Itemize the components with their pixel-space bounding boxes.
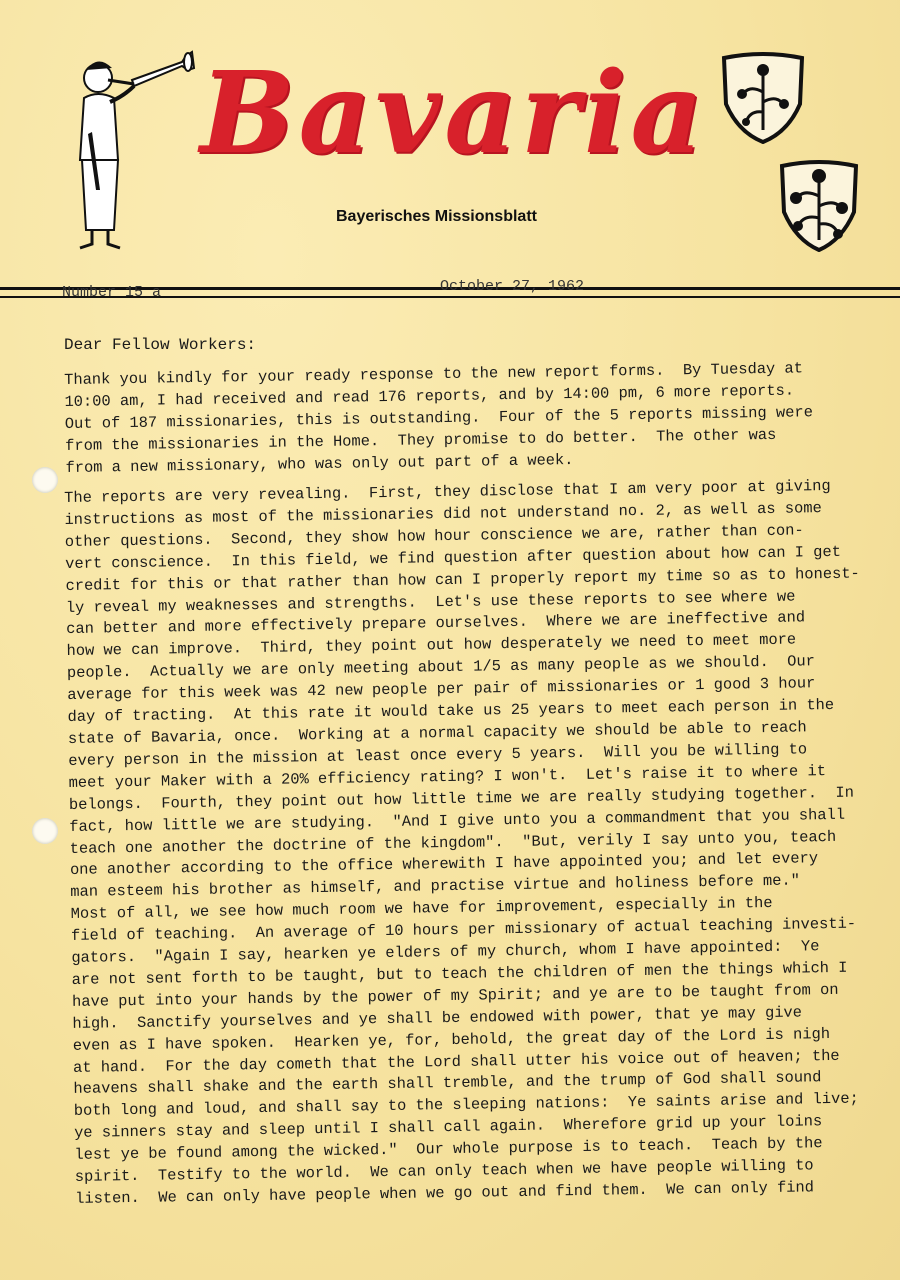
letter-paragraph: The reports are very revealing. First, they disclose that I am very poor at giving instructions as most of the missionaries did not understand no. 2, as well as some other questions. Second, they show how hour conscience we are, rather than con- vert conscience. In this field, we find question after question about how can I get credit for this or that rather than how can I properly report my time so as to honest- ly reveal my weaknesses and strengths. Let's use these reports to see where we can better and more effectively prepare ourselves. Where we are ineffective and how we can improve. Third, they point out how desperately we need to meet more people. Actually we are only meeting about 1/5 as many people as we should. Our average for this week was 42 new people per pair of missionaries or 1 good 3 hour day of tracting. At this rate it would take us 25 years to meet each person in the state of Bavaria, once. Working at a normal capacity we should be able to reach every person in the mission at least once every 5 years. Will you be willing to meet your Maker with a 20% efficiency rating? I won't. Let's raise it to where it belongs. Fourth, they point out how little time we are really studying together. In fact, how little we are studying. "And I give unto you a commandment that you shall teach one another the doctrine of the kingdom". "But, verily I say unto you, teach one another according to the office wherewith I have appointed you; and let every man esteem his brother as himself, and practise virtue and holiness before me." Most of all, we see how much room we have for improvement, especially in the field of teaching. An average of 10 hours per missionary of actual teaching investi- gators. "Again I say, hearken ye elders of my church, whom I have appointed: Ye are not sent forth to be taught, but to teach the children of men the things which I have put into your hands by the power of my Spirit; and ye are to be taught from on high. Sanctify yourselves and ye shall be endowed with power, that ye may give even as I have spoken. Hearken ye, for, behold, the great day of the Lord is nigh at hand. For the day cometh that the Lord shall utter his voice out of heaven; the heavens shall shake and the earth shall tremble, and the trump of God shall sound both long and loud, and shall say to the sleeping nations: Ye saints arise and live; ye sinners stay and sleep until I shall call again. Wherefore grid up your loins lest ye be found among the wicked." Our whole purpose is to teach. Teach by the spirit. Testify to the world. We can only teach when we have people willing to listen. We can only have people when we go out and find them. We can only find	[64, 476, 860, 1208]
letter-paragraph: Thank you kindly for your ready response to the new report forms. By Tuesday at 10:00 am, I had received and read 176 reports, and by 14:00 pm, 6 more reports. Out of 187 missionaries, this is outstanding. Four of the 5 reports missing were from the missionaries in the Home. They promise to do better. The other was from a new missionary, who was only out part of a week.	[64, 359, 814, 477]
punch-hole	[32, 467, 58, 493]
salutation: Dear Fellow Workers:	[64, 336, 257, 354]
masthead-title: Bavaria	[200, 48, 708, 179]
floral-shield-crest-icon	[776, 160, 862, 252]
issue-number: Number 15 a	[62, 284, 162, 301]
issue-date: October 27, 1962	[440, 278, 585, 295]
punch-hole	[32, 818, 58, 844]
floral-shield-crest-icon	[718, 52, 808, 144]
masthead-subtitle: Bayerisches Missionsblatt	[336, 208, 537, 225]
trumpeter-icon	[62, 40, 197, 255]
